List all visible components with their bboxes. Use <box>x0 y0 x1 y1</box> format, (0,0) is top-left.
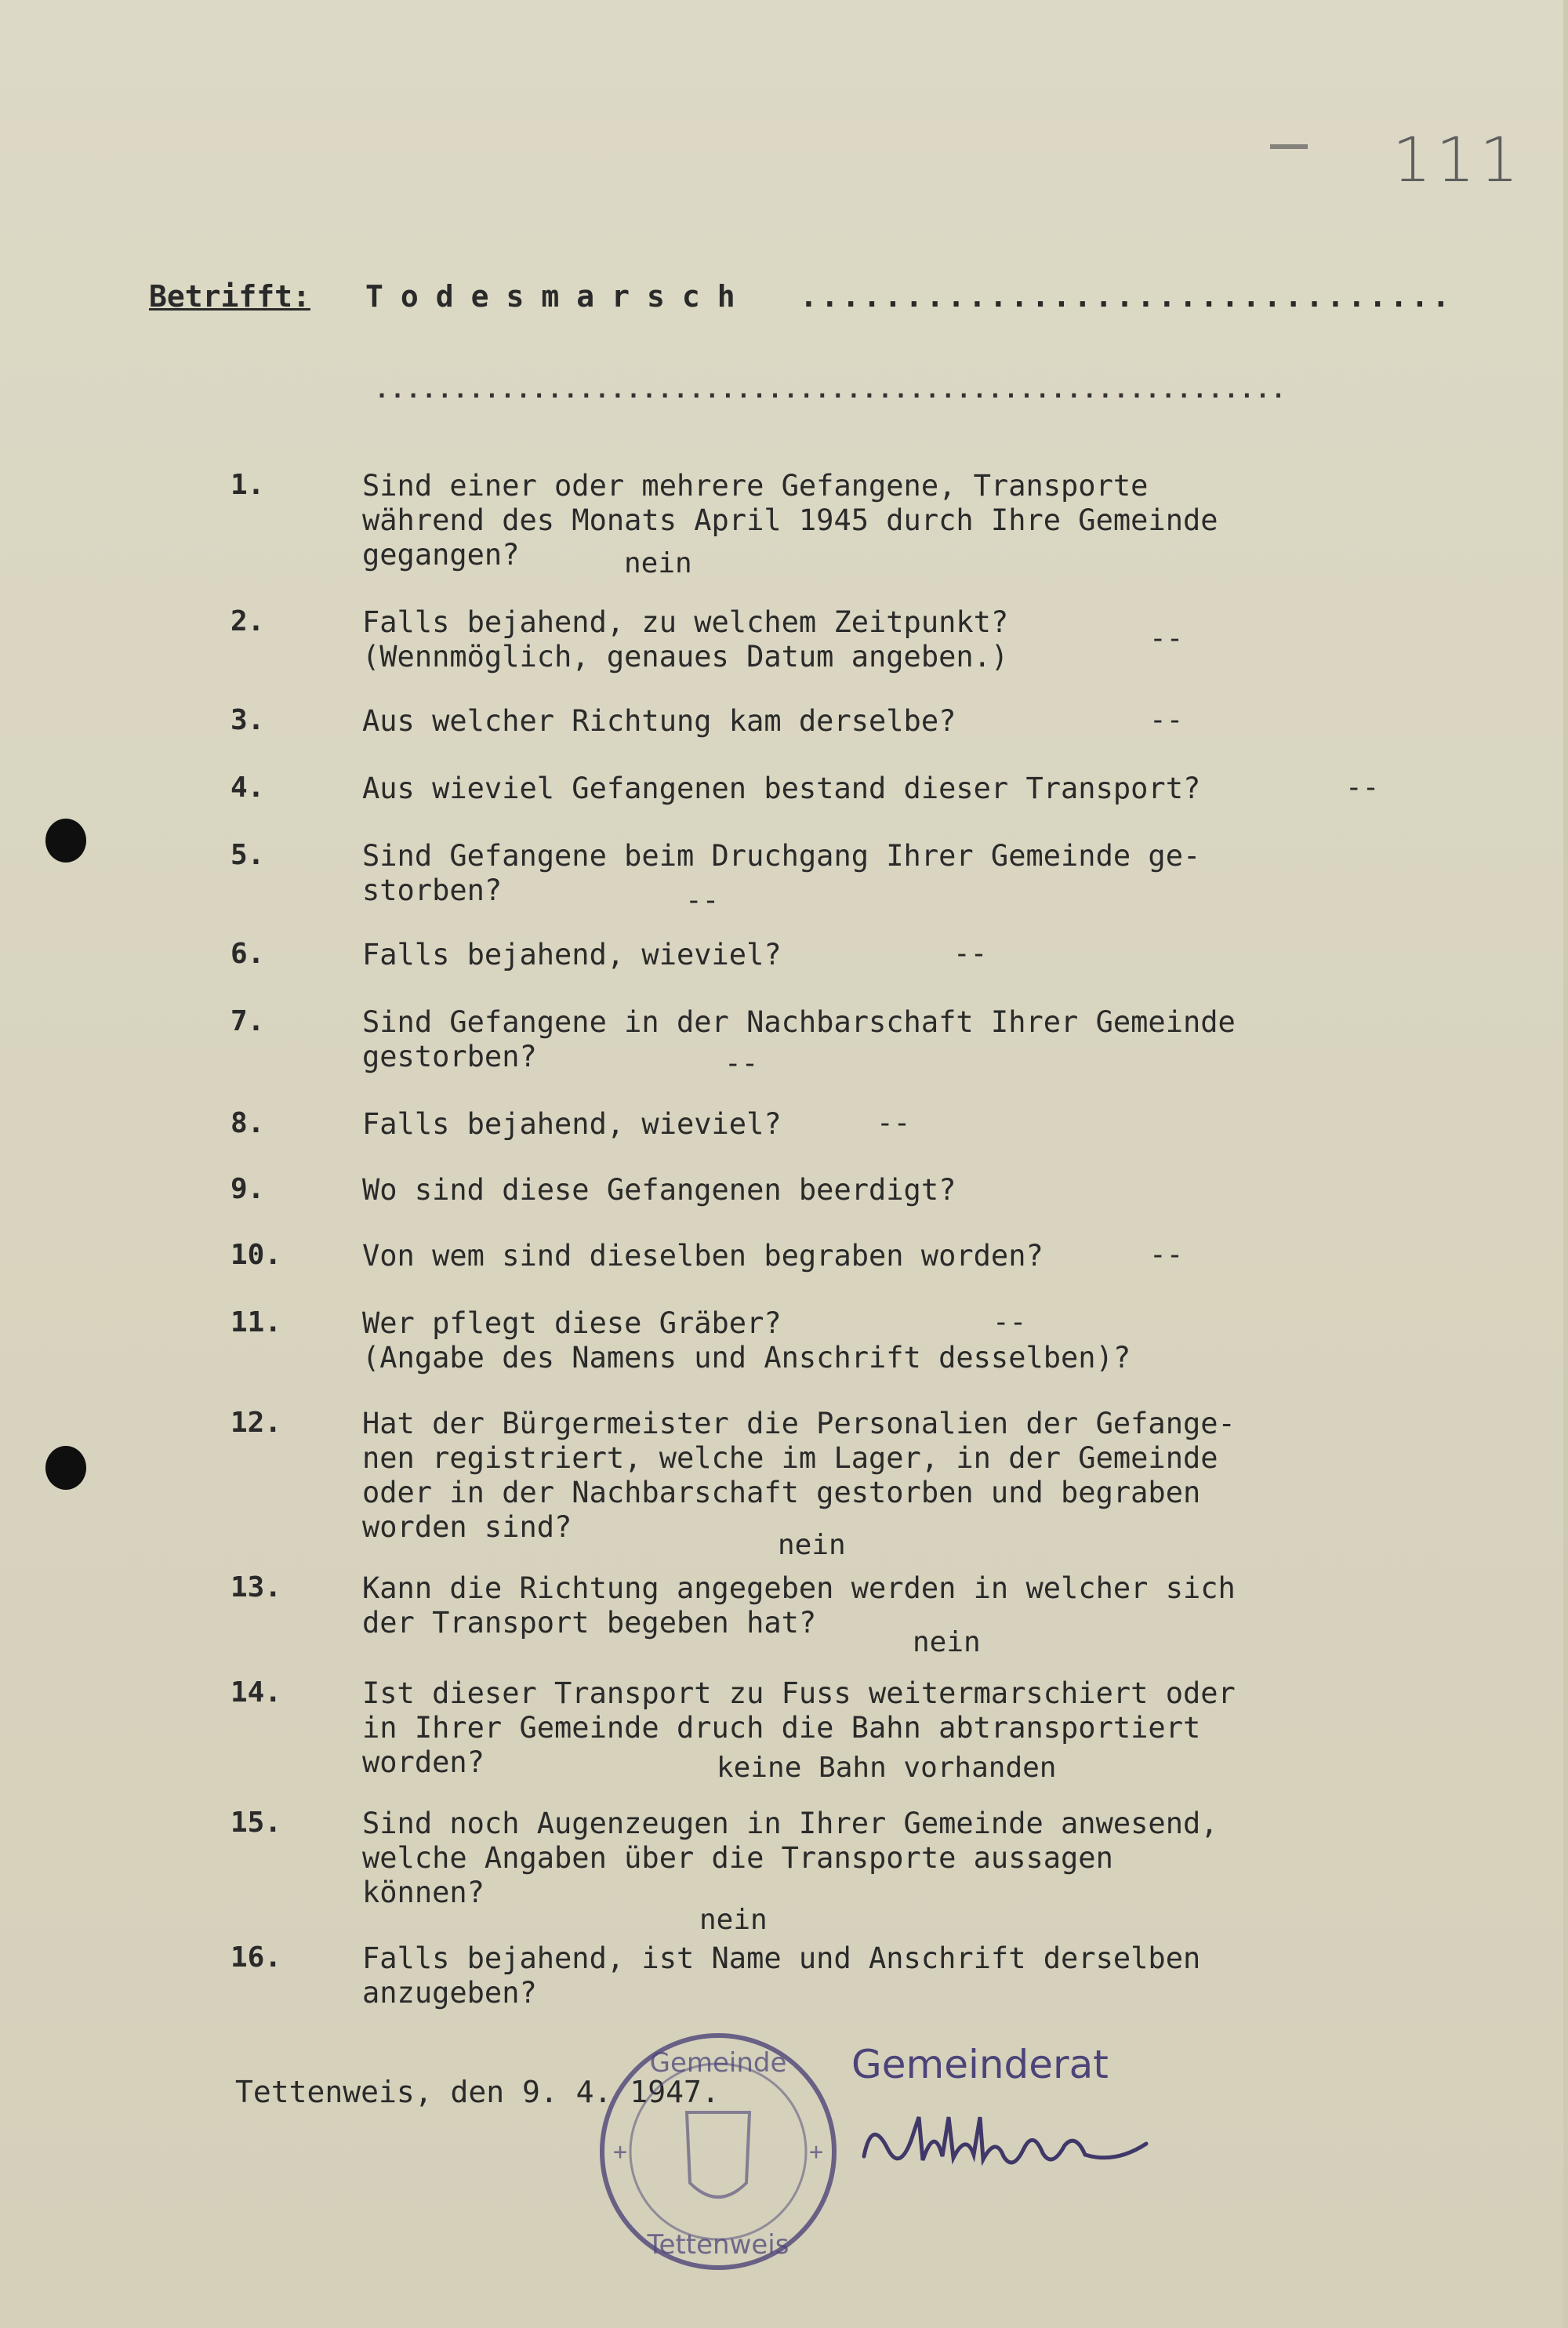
question-answer: -- <box>1149 623 1184 655</box>
punch-hole-top <box>45 819 86 863</box>
question-answer: -- <box>877 1107 911 1139</box>
dotted-leader: ............................... <box>800 279 1454 314</box>
question-text: Wer pflegt diese Gräber? (Angabe des Namens und Anschrift desselben)? <box>362 1306 1131 1375</box>
paper-edge <box>1563 0 1568 2328</box>
question-answer: nein <box>624 547 692 579</box>
municipal-stamp <box>593 2026 844 2277</box>
question-text: Falls bejahend, zu welchem Zeitpunkt? (Wennmöglich, genaues Datum angeben.) <box>362 605 1009 674</box>
question-number: 4. <box>230 772 265 804</box>
question-text: Falls bejahend, wieviel? <box>362 938 782 972</box>
question-number: 12. <box>230 1407 282 1439</box>
question-answer: nein <box>913 1626 981 1658</box>
question-answer: -- <box>953 938 988 970</box>
question-number: 11. <box>230 1306 282 1338</box>
question-text: Kann die Richtung angegeben werden in welcher sich der Transport begeben hat? <box>362 1571 1236 1640</box>
question-answer: nein <box>778 1529 846 1561</box>
question-number: 3. <box>230 704 265 736</box>
question-answer: keine Bahn vorhanden <box>717 1752 1057 1784</box>
question-number: 14. <box>230 1676 282 1709</box>
question-text: Wo sind diese Gefangenen beerdigt? <box>362 1173 956 1207</box>
question-text: Sind einer oder mehrere Gefangene, Transporte während des Monats April 1945 durch Ihre Gemeinde gegangen? <box>362 469 1218 572</box>
question-text: Falls bejahend, wieviel? <box>362 1107 782 1141</box>
question-text: Hat der Bürgermeister die Personalien der Gefange- nen registriert, welche im Lager, in der Gemeinde oder in der Nachbarschaft gestorben und begraben worden sind? <box>362 1407 1236 1544</box>
subject-value: Todesmarsch <box>365 279 753 314</box>
corner-mark <box>1270 144 1308 149</box>
question-text: Sind Gefangene beim Druchgang Ihrer Gemeinde ge- storben? <box>362 839 1201 907</box>
question-number: 7. <box>230 1005 265 1037</box>
question-text: Ist dieser Transport zu Fuss weitermarschiert oder in Ihrer Gemeinde druch die Bahn abtransportiert worden? <box>362 1676 1236 1779</box>
question-number: 1. <box>230 469 265 501</box>
subject-line <box>149 279 1454 326</box>
question-number: 15. <box>230 1807 282 1839</box>
question-answer: -- <box>1149 704 1184 736</box>
question-number: 6. <box>230 938 265 970</box>
svg-text:+: + <box>613 2138 628 2166</box>
question-answer: nein <box>699 1904 768 1936</box>
question-number: 9. <box>230 1173 265 1205</box>
question-answer: -- <box>724 1048 759 1080</box>
question-answer: -- <box>993 1306 1027 1338</box>
council-title: Gemeinderat <box>851 2042 1109 2087</box>
question-number: 2. <box>230 605 265 637</box>
question-answer: -- <box>685 884 720 917</box>
svg-text:Gemeinde: Gemeinde <box>649 2047 787 2079</box>
page-number: 111 <box>1392 125 1523 196</box>
subject-label: Betrifft: <box>149 279 310 314</box>
question-answer: -- <box>1345 772 1380 804</box>
question-text: Falls bejahend, ist Name und Anschrift derselben anzugeben? <box>362 1941 1201 2010</box>
punch-hole-bottom <box>45 1446 86 1490</box>
question-text: Sind Gefangene in der Nachbarschaft Ihrer Gemeinde gestorben? <box>362 1005 1236 1073</box>
question-text: Aus wieviel Gefangenen bestand dieser Transport? <box>362 772 1201 805</box>
dotted-line: .......................................................... <box>375 376 1287 404</box>
place-and-date: Tettenweis, den 9. 4. 1947. <box>235 2075 720 2109</box>
question-number: 13. <box>230 1571 282 1603</box>
question-answer: -- <box>1149 1239 1184 1271</box>
signature <box>856 2101 1154 2188</box>
svg-text:Tettenweis: Tettenweis <box>647 2229 789 2261</box>
question-number: 8. <box>230 1107 265 1139</box>
question-number: 10. <box>230 1239 282 1271</box>
question-number: 16. <box>230 1941 282 1974</box>
question-number: 5. <box>230 839 265 871</box>
question-text: Aus welcher Richtung kam derselbe? <box>362 704 956 738</box>
question-text: Sind noch Augenzeugen in Ihrer Gemeinde anwesend, welche Angaben über die Transporte aussagen können? <box>362 1807 1218 1909</box>
question-text: Von wem sind dieselben begraben worden? <box>362 1239 1044 1273</box>
svg-text:+: + <box>809 2138 824 2166</box>
